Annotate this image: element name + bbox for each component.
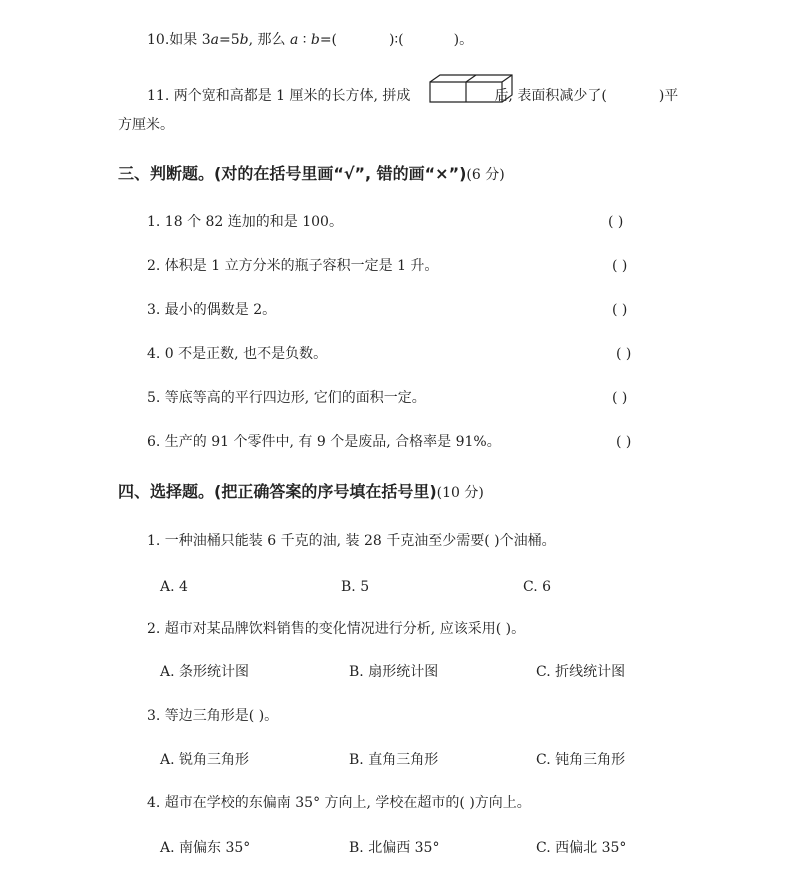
question-11: 11. 两个宽和高都是 1 厘米的长方体, 拼成 后, 表面积减少了( )平 [147,88,679,104]
choice-3-option-b[interactable]: B. 直角三角形 [349,752,439,768]
question-10-number: 10. [147,32,170,48]
choice-1-option-a[interactable]: A. 4 [160,579,188,595]
choice-2-option-b[interactable]: B. 扇形统计图 [349,664,439,680]
choice-question-4: 4. 超市在学校的东偏南 35° 方向上, 学校在超市的( )方向上。 [147,795,531,811]
judge-answer-1[interactable]: ( ) [608,214,624,230]
judge-item-6: 6. 生产的 91 个零件中, 有 9 个是废品, 合格率是 91%。 [147,434,501,450]
two-cuboids-figure [428,74,518,104]
judge-answer-2[interactable]: ( ) [612,258,628,274]
choice-3-option-c[interactable]: C. 钝角三角形 [536,752,626,768]
judge-item-5: 5. 等底等高的平行四边形, 它们的面积一定。 [147,390,426,406]
choice-4-option-a[interactable]: A. 南偏东 35° [160,840,251,856]
judge-item-2: 2. 体积是 1 立方分米的瓶子容积一定是 1 升。 [147,258,439,274]
section-3-title: 三、判断题。(对的在括号里画“√”, 错的画“×”)(6 分) [118,164,505,183]
choice-3-option-a[interactable]: A. 锐角三角形 [160,752,250,768]
choice-question-1: 1. 一种油桶只能装 6 千克的油, 装 28 千克油至少需要( )个油桶。 [147,533,556,549]
judge-item-3: 3. 最小的偶数是 2。 [147,302,277,318]
judge-item-4: 4. 0 不是正数, 也不是负数。 [147,346,328,362]
section-4-title: 四、选择题。(把正确答案的序号填在括号里)(10 分) [118,482,484,501]
question-11-continued: 方厘米。 [118,117,174,133]
question-10: 10.如果 3a=5b, 那么 a ∶ b=( )∶( )。 [147,32,474,48]
choice-4-option-c[interactable]: C. 西偏北 35° [536,840,627,856]
choice-1-option-b[interactable]: B. 5 [341,579,370,595]
judge-item-1: 1. 18 个 82 连加的和是 100。 [147,214,343,230]
choice-question-2: 2. 超市对某品牌饮料销售的变化情况进行分析, 应该采用( )。 [147,621,526,637]
choice-2-option-c[interactable]: C. 折线统计图 [536,664,626,680]
judge-answer-3[interactable]: ( ) [612,302,628,318]
choice-question-3: 3. 等边三角形是( )。 [147,708,279,724]
choice-1-option-c[interactable]: C. 6 [523,579,552,595]
choice-4-option-b[interactable]: B. 北偏西 35° [349,840,440,856]
judge-answer-5[interactable]: ( ) [612,390,628,406]
section-4-score: (10 分) [436,485,484,501]
judge-answer-6[interactable]: ( ) [616,434,632,450]
section-3-score: (6 分) [466,167,505,183]
judge-answer-4[interactable]: ( ) [616,346,632,362]
choice-2-option-a[interactable]: A. 条形统计图 [160,664,250,680]
